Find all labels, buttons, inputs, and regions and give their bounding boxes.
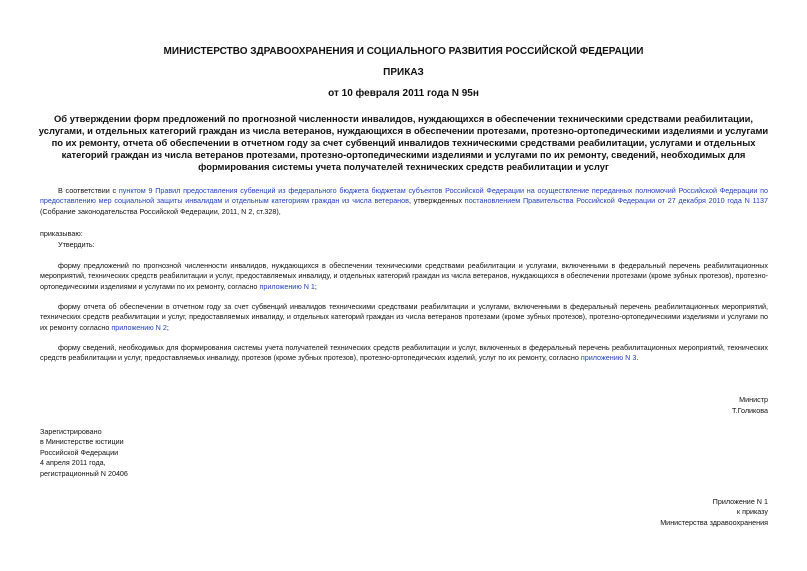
appendix-2-link[interactable]: приложению N 2 <box>111 322 167 332</box>
appendix-3-link[interactable]: приложению N 3 <box>580 353 637 363</box>
registration-line: регистрационный N 20406 <box>40 468 128 478</box>
preamble-paragraph <box>40 186 768 217</box>
date-number-heading: от 10 февраля 2011 года N 95н <box>328 88 479 99</box>
order-word: приказываю: <box>40 229 83 238</box>
signature-position: Министр <box>739 395 768 404</box>
appendix-line: Приложение N 1 <box>712 497 768 506</box>
registration-line: Российской Федерации <box>40 447 119 457</box>
item-text-3: форму сведений, необходимых для формирования системы учета получателей технических средств реабилитации и услуг, включенных в федеральный перечень реабилитационных мероприятий, технических средств реабилитации и услуг, предоставляемых инвалиду, протезов (кроме зубных протезов), протезно-ортопедических изделий, услуг по их ремонту, согласно <box>40 343 768 363</box>
signature-name: Т.Голикова <box>731 406 768 415</box>
resolution-link[interactable]: постановлением Правительства Российской Федерации от 27 декабря 2010 года N 1137 <box>464 196 769 206</box>
appendix-1-link[interactable]: приложению N 1 <box>259 281 315 291</box>
appendix-line: к приказу <box>736 507 768 517</box>
item-paragraph-3 <box>40 343 768 364</box>
item-end-3: . <box>636 353 639 363</box>
registration-block <box>40 427 300 479</box>
rules-link[interactable]: пунктом 9 Правил предоставления субвенций из федерального бюджета бюджетам субъектов Российской Федерации на осуществление переданных полномочий Российской Федерации по предоставлению мер социальной защиты инвалидам и отдельным категориям граждан из числа ветеранов <box>40 186 769 206</box>
item-end-1: ; <box>314 281 317 291</box>
document-title: Об утверждении форм предложений по прогнозной численности инвалидов, нуждающихся в обеспечении техническими средствами реабилитации, услугами, и отдельных категорий граждан из числа ветеранов, нуждающихся в обеспечении протезами, протезно-ортопедическими изделиями и услугами по их ремонту, отчета об обеспечении в отчетном году за счет субвенций инвалидов техническими средствами реабилитации, услугами и отдельных категорий граждан из числа ветеранов протезами, протезно-ортопедическими изделиями и услугами по их ремонту, сведений, необходимых для формирования системы учета получателей технических средств реабилитации и услуг <box>38 113 769 172</box>
doc-type-heading: ПРИКАЗ <box>383 67 424 78</box>
registration-line: Зарегистрировано <box>40 427 102 436</box>
ministry-heading: МИНИСТЕРСТВО ЗДРАВООХРАНЕНИЯ И СОЦИАЛЬНОГО РАЗВИТИЯ РОССИЙСКОЙ ФЕДЕРАЦИИ <box>163 46 644 57</box>
item-paragraph-1 <box>40 261 768 292</box>
appendix-block <box>500 497 768 528</box>
item-paragraph-2 <box>40 302 768 333</box>
registration-line: 4 апреля 2011 года, <box>40 458 106 468</box>
item-end-2: ; <box>166 322 169 332</box>
item-text-1: форму предложений по прогнозной численности инвалидов, нуждающихся в обеспечении техническими средствами реабилитации и услугами, включенными в федеральный перечень реабилитационных мероприятий, технических средств реабилитации и услуг, предоставляемых инвалиду, и отдельных категорий граждан из числа ветеранов, нуждающихся в обеспечении протезами (кроме зубных протезов), протезно-ортопедическими изделиями и услугами по их ремонту, согласно <box>40 261 768 291</box>
preamble-text-3: (Собрание законодательства Российской Федерации, 2011, N 2, ст.328), <box>40 206 281 216</box>
preamble-text-1: В соответствии с <box>58 186 119 195</box>
approve-word: Утвердить: <box>58 240 95 249</box>
preamble-text-2: , утвержденных <box>408 196 465 206</box>
item-text-2: форму отчета об обеспечении в отчетном году за счет субвенций инвалидов техническими средствами реабилитации и услугами, включенными в федеральный перечень реабилитационных мероприятий, технических средств реабилитации и услуг, предоставляемых инвалиду, и отдельных категорий граждан из числа ветеранов протезами (кроме зубных протезов), протезно-ортопедическими изделиями и услугами по их ремонту согласно <box>40 302 768 332</box>
registration-line: в Министерстве юстиции <box>40 437 124 447</box>
appendix-line: Министерства здравоохранения <box>660 517 768 527</box>
